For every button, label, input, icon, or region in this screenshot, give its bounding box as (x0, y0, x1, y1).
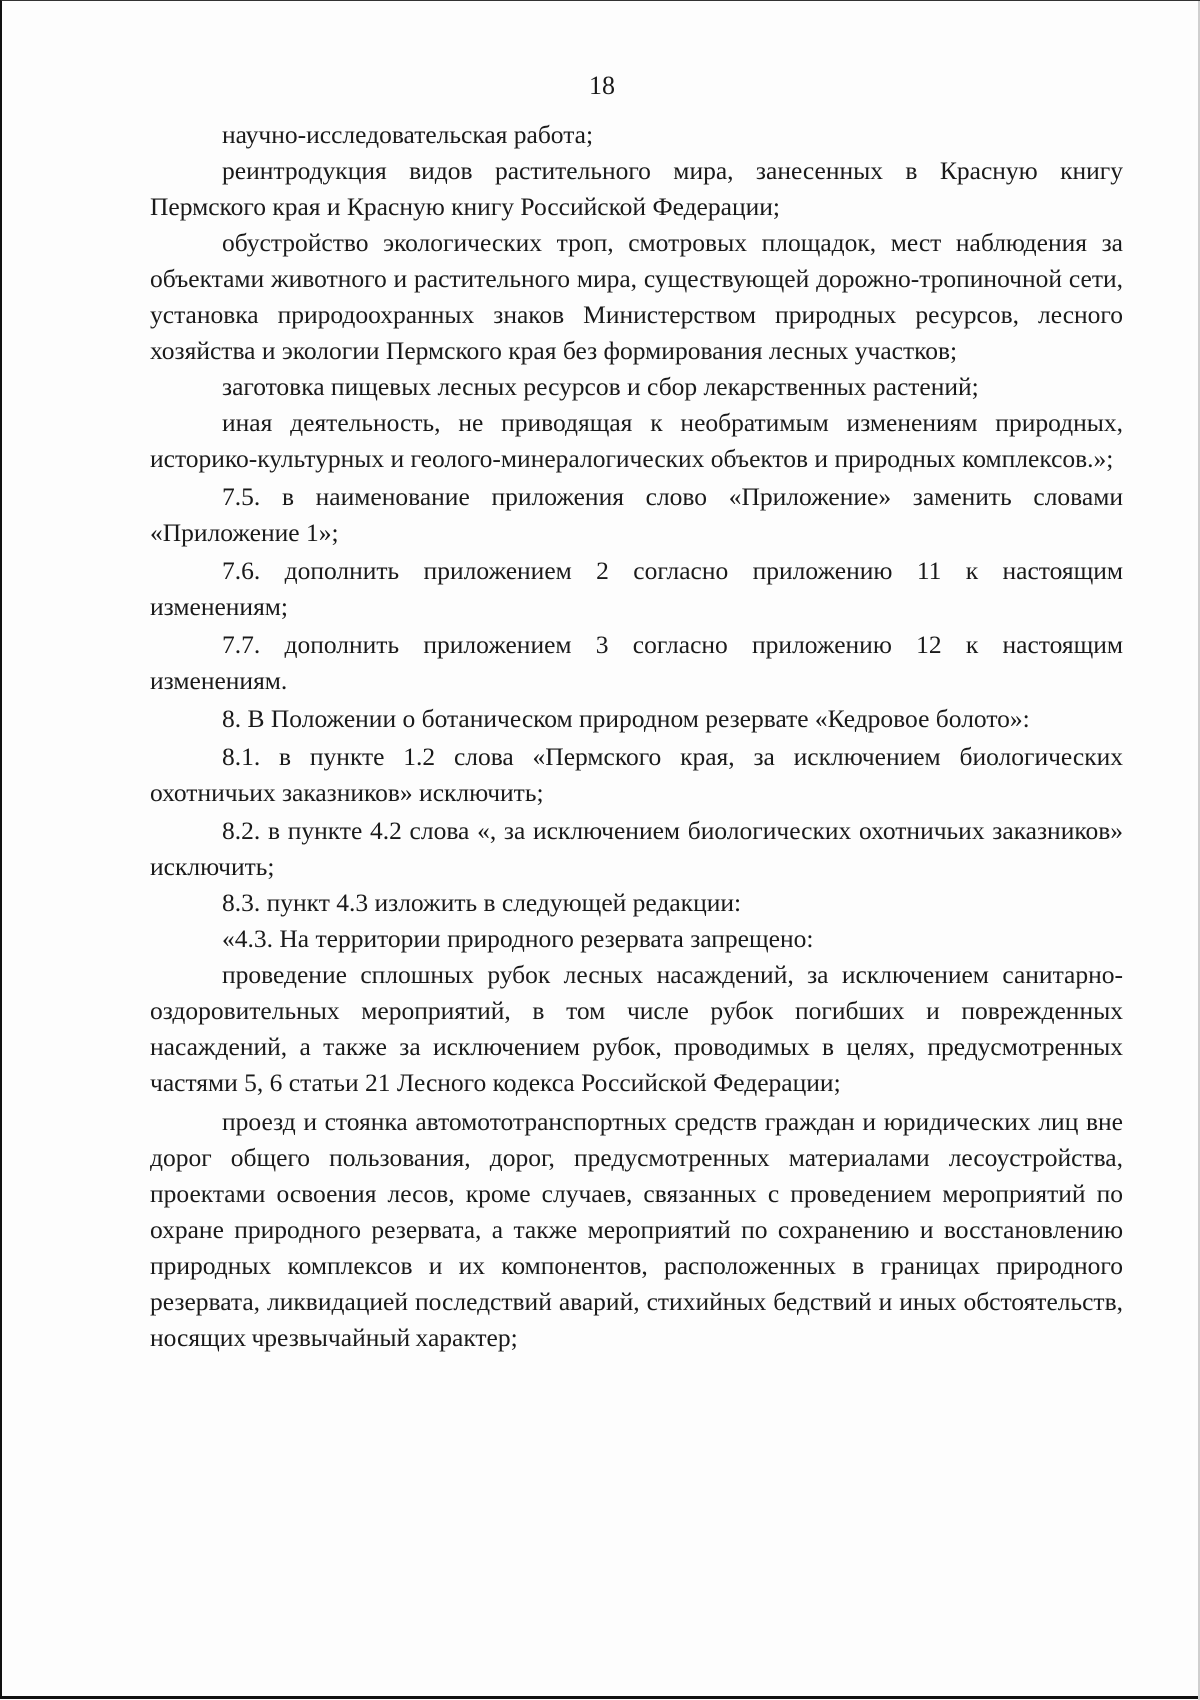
paragraph-item-7-6: 7.6. дополнить приложением 2 согласно приложению 11 к настоящим изменениям; (150, 556, 1123, 621)
paragraph-forest-resources: заготовка пищевых лесных ресурсов и сбор лекарственных растений; (222, 372, 979, 401)
paragraph-item-8-3: 8.3. пункт 4.3 изложить в следующей редакции: (222, 888, 742, 917)
paragraph-clear-cutting: проведение сплошных рубок лесных насаждений, за исключением санитарно-оздоровительных мероприятий, в том числе рубок погибших и поврежденных насаждений, а также за исключением рубок, проводимых в целях, предусмотренных частями 5, 6 статьи 21 Лесного кодекса Российской Федерации; (150, 960, 1123, 1097)
paragraph-item-8: 8. В Положении о ботаническом природном резервате «Кедровое болото»: (222, 704, 1030, 733)
document-body (150, 117, 1123, 1356)
paragraph-other-activity: иная деятельность, не приводящая к необратимым изменениям природных, историко-культурных и геолого-минералогических объектов и природных комплексов.»; (150, 408, 1123, 473)
page-number: 18 (589, 71, 615, 100)
paragraph-reintroduction: реинтродукция видов растительного мира, занесенных в Красную книгу Пермского края и Красную книгу Российской Федерации; (150, 156, 1123, 221)
paragraph-item-8-2: 8.2. в пункте 4.2 слова «, за исключением биологических охотничьих заказников» исключить; (150, 816, 1123, 881)
paragraph-vehicles: проезд и стоянка автомототранспортных средств граждан и юридических лиц вне дорог общего пользования, дорог, предусмотренных материалами лесоустройства, проектами освоения лесов, кроме случаев, связанных с проведением мероприятий по охране природного резервата, а также мероприятий по сохранению и восстановлению природных комплексов и их компонентов, расположенных в границах природного резервата, ликвидацией последствий аварий, стихийных бедствий и иных обстоятельств, носящих чрезвычайный характер; (150, 1107, 1123, 1352)
paragraph-item-4-3: «4.3. На территории природного резервата запрещено: (222, 924, 814, 953)
paragraph-item-7-5: 7.5. в наименование приложения слово «Приложение» заменить словами «Приложение 1»; (150, 482, 1123, 547)
paragraph-eco-trails: обустройство экологических троп, смотровых площадок, мест наблюдения за объектами животного и растительного мира, существующей дорожно-тропиночной сети, установка природоохранных знаков Министерством природных ресурсов, лесного хозяйства и экологии Пермского края без формирования лесных участков; (150, 228, 1123, 365)
paragraph-item-8-1: 8.1. в пункте 1.2 слова «Пермского края, за исключением биологических охотничьих заказников» исключить; (150, 742, 1123, 807)
paragraph-item-7-7: 7.7. дополнить приложением 3 согласно приложению 12 к настоящим изменениям. (150, 630, 1123, 695)
paragraph-research: научно-исследовательская работа; (222, 120, 594, 149)
